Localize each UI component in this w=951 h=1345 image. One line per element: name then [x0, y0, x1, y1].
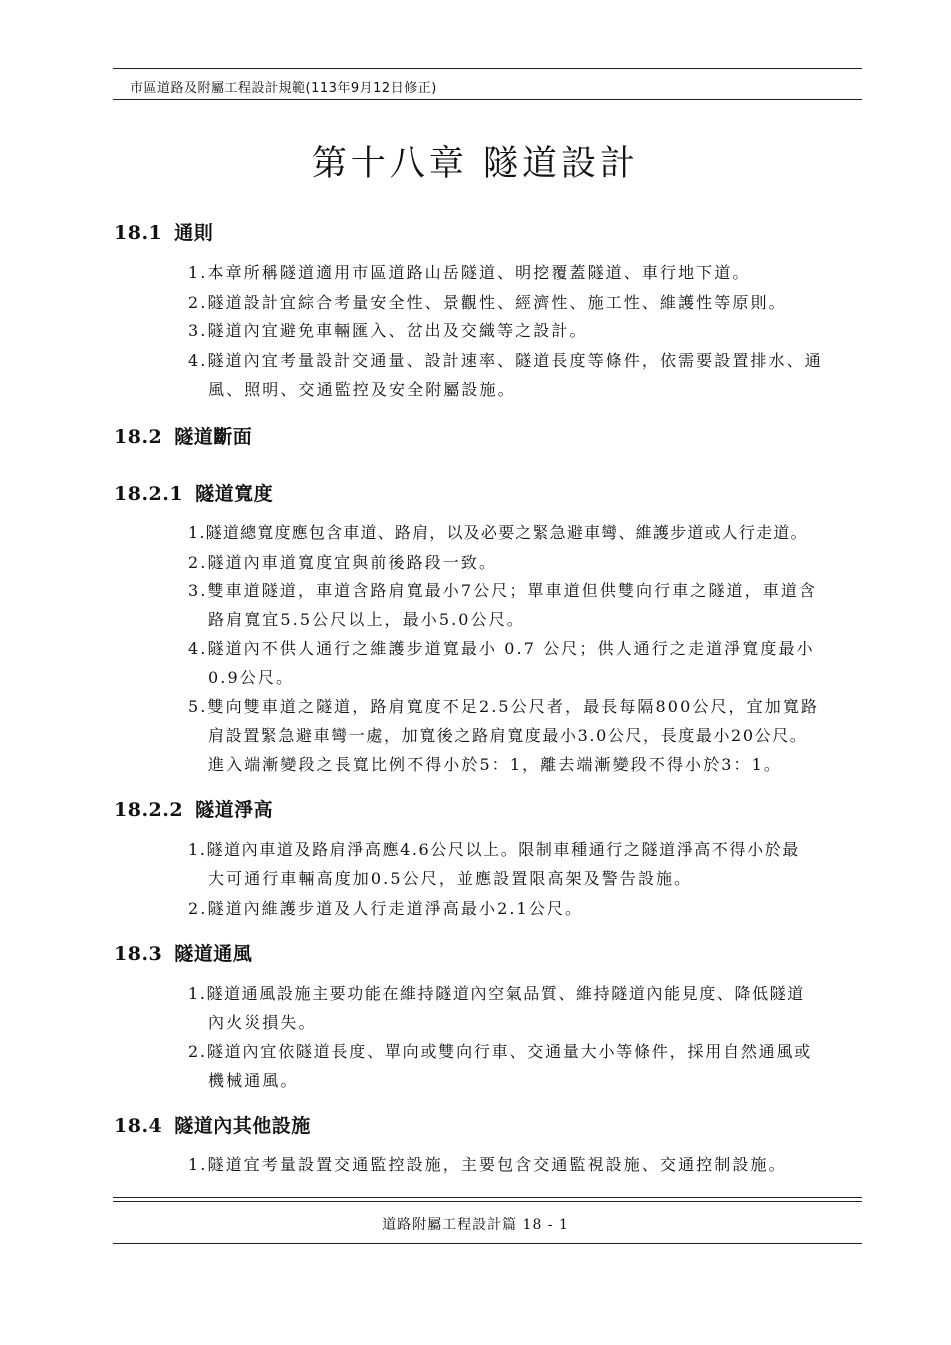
list-item: [188, 258, 856, 287]
section-heading-18-2: [114, 422, 252, 449]
list-item: [188, 894, 856, 923]
item-line: 2.隧道設計宜綜合考量安全性、景觀性、經濟性、施工性、維護性等原則。: [188, 293, 787, 312]
section-number: 18.2.1: [114, 483, 184, 505]
section-heading-18-2-1: [114, 479, 273, 506]
list-item: [188, 979, 856, 1037]
list-item: [188, 548, 856, 577]
item-line: 1.隧道總寬度應包含車道、路肩，以及必要之緊急避車彎、維護步道或人行走道。: [188, 523, 808, 542]
list-item: [188, 346, 856, 404]
item-line: 4.隧道內不供人通行之維護步道寬最小 0.7 公尺；供人通行之走道淨寬度最小: [188, 639, 815, 658]
item-line: 1.隧道通風設施主要功能在維持隧道內空氣品質、維持隧道內能見度、降低隧道: [188, 984, 805, 1003]
item-line: 3.隧道內宜避免車輛匯入、岔出及交織等之設計。: [188, 321, 588, 340]
list-item: [188, 692, 856, 779]
section-title: 隧道寬度: [195, 483, 274, 505]
section-number: 18.2: [114, 426, 163, 448]
list-item: [188, 835, 856, 893]
header-rule-top: [113, 68, 862, 69]
footer-rule: [113, 1197, 862, 1198]
item-line: 5.雙向雙車道之隧道，路肩寬度不足2.5公尺者，最長每隔800公尺，宜加寬路: [188, 697, 820, 716]
item-line: 2.隧道內宜依隧道長度、單向或雙向行車、交通量大小等條件，採用自然通風或: [188, 1042, 813, 1061]
item-line: 1.隧道內車道及路肩淨高應4.6公尺以上。限制車種通行之隧道淨高不得小於最: [188, 840, 800, 859]
item-line: 機械通風。: [208, 1071, 299, 1090]
section-heading-18-3: [114, 939, 252, 966]
section-heading-18-1: [114, 218, 213, 245]
section-title: 通則: [174, 222, 214, 244]
section-title: 隧道內其他設施: [174, 1115, 311, 1137]
section-title: 隧道淨高: [195, 799, 274, 821]
list-item: [188, 518, 856, 547]
item-line: 路肩寬宜5.5公尺以上，最小5.0公尺。: [208, 610, 525, 629]
item-line: 風、照明、交通監控及安全附屬設施。: [208, 380, 516, 399]
header-rule: [113, 99, 862, 100]
chapter-title: 第十八章 隧道設計: [311, 144, 640, 184]
section-title: 隧道斷面: [174, 426, 253, 448]
section-title: 隧道通風: [174, 943, 253, 965]
section-number: 18.3: [114, 943, 163, 965]
section-number: 18.4: [114, 1115, 163, 1137]
footer-rule: [113, 1201, 862, 1202]
section-heading-18-2-2: [114, 795, 273, 822]
footer-rule: [113, 1243, 862, 1244]
list-item: [188, 576, 856, 634]
list-item: [188, 1037, 856, 1095]
item-line: 肩設置緊急避車彎一處，加寬後之路肩寬度最小3.0公尺，長度最小20公尺。: [208, 726, 808, 745]
item-line: 2.隧道內維護步道及人行走道淨高最小2.1公尺。: [188, 899, 584, 918]
running-header: 市區道路及附屬工程設計規範(113年9月12日修正): [130, 81, 437, 96]
page-footer: 道路附屬工程設計篇 18 - 1: [382, 1217, 569, 1233]
section-number: 18.2.2: [114, 799, 184, 821]
section-heading-18-4: [114, 1111, 311, 1138]
list-item: [188, 634, 856, 692]
section-number: 18.1: [114, 222, 163, 244]
item-line: 1.本章所稱隧道適用市區道路山岳隧道、明挖覆蓋隧道、車行地下道。: [188, 263, 751, 282]
item-line: 0.9公尺。: [208, 668, 295, 687]
list-item: [188, 288, 856, 317]
item-line: 2.隧道內車道寬度宜與前後路段一致。: [188, 553, 498, 572]
list-item: [188, 316, 856, 345]
list-item: [188, 1150, 856, 1179]
item-line: 進入端漸變段之長寬比例不得小於5：1，離去端漸變段不得小於3：1。: [208, 755, 783, 774]
item-line: 1.隧道宜考量設置交通監控設施，主要包含交通監視設施、交通控制設施。: [188, 1155, 787, 1174]
item-line: 4.隧道內宜考量設計交通量、設計速率、隧道長度等條件，依需要設置排水、通: [188, 351, 823, 370]
item-line: 內火災損失。: [208, 1013, 317, 1032]
item-line: 3.雙車道隧道，車道含路肩寬最小7公尺；單車道但供雙向行車之隧道，車道含: [188, 581, 818, 600]
item-line: 大可通行車輛高度加0.5公尺，並應設置限高架及警告設施。: [208, 869, 693, 888]
